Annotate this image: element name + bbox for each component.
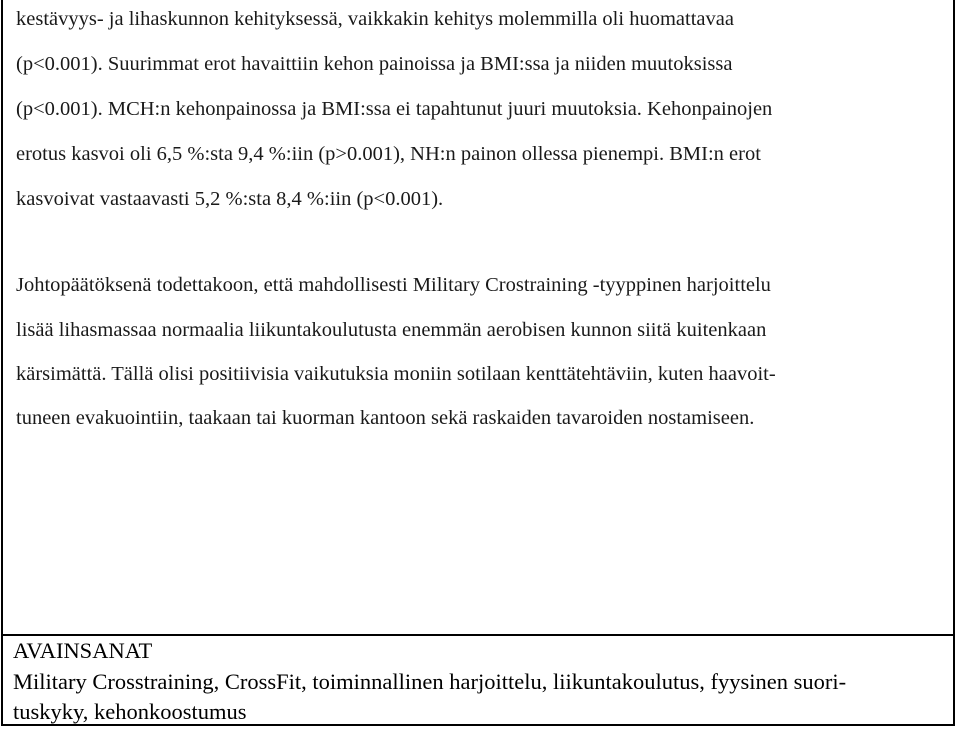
keywords-line: tuskyky, kehonkoostumus bbox=[13, 699, 247, 724]
text-line: kärsimättä. Tällä olisi positiivisia vaikutuksia moniin sotilaan kenttätehtäviin, kuten haavoit- bbox=[16, 363, 776, 385]
keywords-heading: AVAINSANAT bbox=[13, 638, 153, 663]
abstract-page-frame bbox=[1, 0, 955, 726]
section-divider bbox=[3, 634, 953, 636]
text-line: kestävyys- ja lihaskunnon kehityksessä, vaikkakin kehitys molemmilla oli huomattavaa bbox=[16, 8, 734, 30]
text-line: tuneen evakuointiin, taakaan tai kuorman kantoon sekä raskaiden tavaroiden nostamiseen. bbox=[16, 407, 755, 429]
text-line: (p<0.001). MCH:n kehonpainossa ja BMI:ssa ei tapahtunut juuri muutoksia. Kehonpainojen bbox=[16, 98, 773, 120]
keywords-line: Military Crosstraining, CrossFit, toiminnallinen harjoittelu, liikuntakoulutus, fyysinen suori- bbox=[13, 669, 847, 694]
text-line: (p<0.001). Suurimmat erot havaittiin kehon painoissa ja BMI:ssa ja niiden muutoksissa bbox=[16, 53, 733, 75]
text-line: Johtopäätöksenä todettakoon, että mahdollisesti Military Crostraining -tyyppinen harjoittelu bbox=[16, 274, 771, 296]
text-line: lisää lihasmassaa normaalia liikuntakoulutusta enemmän aerobisen kunnon siitä kuitenkaan bbox=[16, 319, 767, 341]
text-line: kasvoivat vastaavasti 5,2 %:sta 8,4 %:iin (p<0.001). bbox=[16, 188, 444, 210]
text-line: erotus kasvoi oli 6,5 %:sta 9,4 %:iin (p>0.001), NH:n painon ollessa pienempi. BMI:n erot bbox=[16, 143, 761, 165]
